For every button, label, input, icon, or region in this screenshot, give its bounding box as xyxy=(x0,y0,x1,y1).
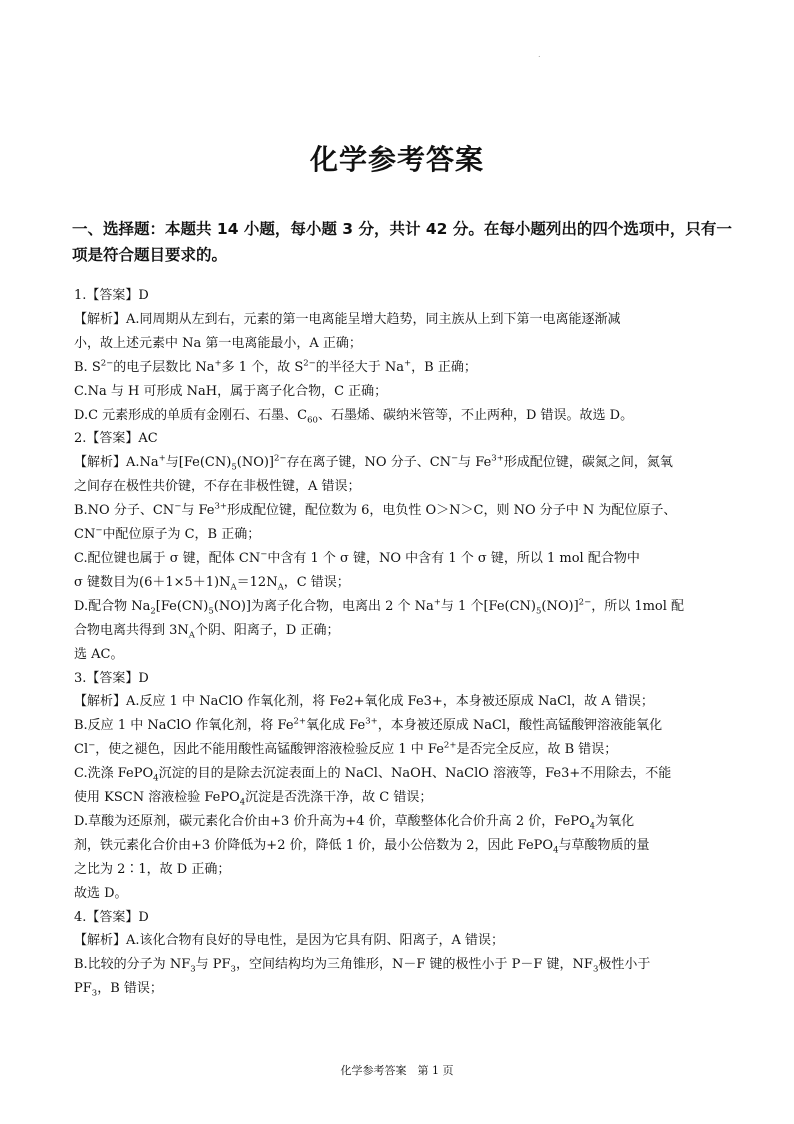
answer-line: D.C 元素形成的单质有金刚石、石墨、$C_{60}$、石墨烯、碳纳米管等，不止两种，D 错误。故选 D。 xyxy=(74,407,634,426)
answer-line: D.草酸为还原剂，碳元素化合价由+3 价升高为+4 价，草酸整体化合价升高 2 价，FePO$_4$为氧化 xyxy=(74,813,635,832)
page-footer: 化学参考答案 第 1 页 xyxy=(340,1064,454,1077)
answer-line: 【解析】A.同周期从左到右，元素的第一电离能呈增大趋势，同主族从上到下第一电离能逐渐减 xyxy=(74,311,621,327)
answer-line: 【解析】A.反应 1 中 NaClO 作氧化剂，将 Fe2+氧化成 Fe3+，本身被还原成 NaCl，故 A 错误； xyxy=(74,694,654,710)
answer-line: D.配合物 $Na_2[Fe(CN)_5(NO)]$为离子化合物，电离出 2 个 Na+与 1 个$[Fe(CN)_5(NO)]^{2-}$，所以 1mol 配 xyxy=(74,597,685,617)
answer-line: 【解析】A.该化合物有良好的导电性，是因为它具有阴、阳离子，A 错误； xyxy=(74,933,505,949)
answer-line: C.洗涤 FePO$_4$沉淀的目的是除去沉淀表面上的 NaCl、NaOH、NaClO 溶液等，Fe3+不用除去，不能 xyxy=(74,766,672,784)
answer-line: C.配位键也属于 σ 键，配体 CN−中含有 1 个 σ 键，NO 中含有 1 个 σ 键，所以 1 mol 配合物中 xyxy=(74,549,640,566)
answer-line: C.Na 与 H 可形成 NaH，属于离子化合物，C 正确； xyxy=(74,383,388,399)
answer-line: 3.【答案】D xyxy=(74,670,149,686)
answer-line: σ 键数目为$(6+1\times 5+1)N_A=12N_A$，C 错误； xyxy=(74,574,350,593)
answer-line: B.NO 分子、CN−与 $Fe^{3+}$形成配位键，配位数为 6，电负性 O＞N＞C，则 NO 分子中 N 为配位原子、 xyxy=(74,501,677,519)
answer-body xyxy=(74,284,734,1001)
section-heading xyxy=(72,216,732,268)
answer-line: 之间存在极性共价键，不存在非极性键，A 错误； xyxy=(74,479,361,495)
answer-line: 故选 D。 xyxy=(74,885,128,901)
answer-line: 4.【答案】D xyxy=(74,909,149,925)
section-label: 一、选择题 xyxy=(72,220,150,238)
answer-line: 合物电离共得到 $3N_A$个阴、阳离子，D 正确； xyxy=(74,622,340,641)
answer-line: 【解析】A.Na+与$[Fe(CN)_5(NO)]^{2-}$存在离子键，NO 分子、CN−与 $Fe^{3+}$形成配位键，碳氮之间，氮氧 xyxy=(74,454,673,473)
answer-line: 使用 KSCN 溶液检验 FePO$_4$沉淀是否洗涤干净，故 C 错误； xyxy=(74,790,433,808)
answer-line: 2.【答案】AC xyxy=(74,431,158,447)
answer-line: $PF_3$，B 错误； xyxy=(74,981,163,999)
answer-line: B.比较的分子为 $NF_3$与 $PF_3$，空间结构均为三角锥形，N－F 键的极性小于 P－F 键，$NF_3$极性小于 xyxy=(74,957,651,975)
answer-line: 选 AC。 xyxy=(74,646,124,662)
answer-line: CN−中配位原子为 C，B 正确； xyxy=(74,525,261,543)
answer-line: 小，故上述元素中 Na 第一电离能最小，A 正确； xyxy=(74,335,362,351)
page-title: 化学参考答案 xyxy=(309,143,484,176)
answer-line: 剂，铁元素化合价由+3 价降低为+2 价，降低 1 价，最小公倍数为 2，因此 FePO$_4$与草酸物质的量 xyxy=(74,837,650,856)
answer-line: B. $S^{2-}$的电子层数比 Na+多 1 个，故 $S^{2-}$的半径大于 Na+，B 正确； xyxy=(74,358,477,375)
answer-line: B.反应 1 中 NaClO 作氧化剂，将 $Fe^{2+}$氧化成 $Fe^{3+}$，本身被还原成 NaCl，酸性高锰酸钾溶液能氧化 xyxy=(74,716,663,734)
answer-line: 1.【答案】D xyxy=(74,288,149,303)
header-dot: . xyxy=(538,50,541,59)
section-description: ：本题共 14 小题，每小题 3 分，共计 42 分。在每小题列出的四个选项中，只有一项是符合题目要求的。 xyxy=(72,220,732,264)
answer-line: 之比为 2∶1，故 D 正确； xyxy=(74,861,231,877)
answer-line: Cl−，使之褪色，因此不能用酸性高锰酸钾溶液检验反应 1 中 $Fe^{2+}$是否完全反应，故 B 错误； xyxy=(74,740,618,758)
